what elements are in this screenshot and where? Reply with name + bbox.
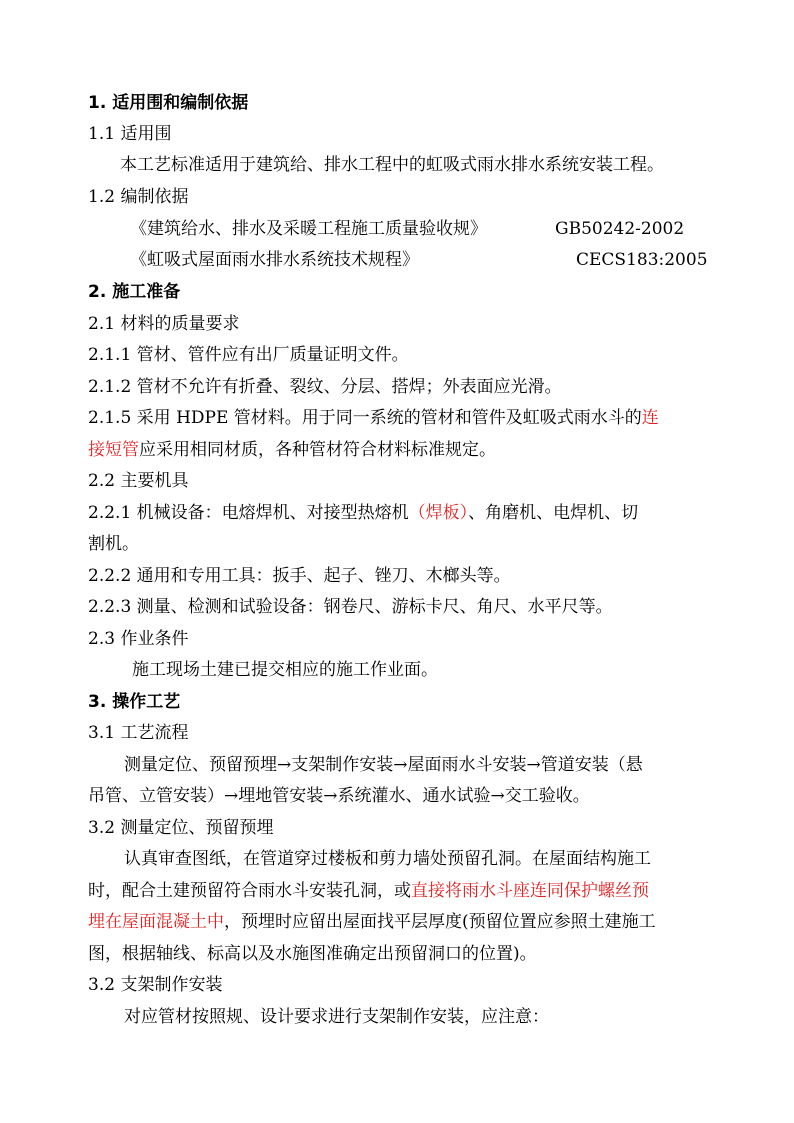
section-3-2-highlight: 直接将雨水斗座连同保护螺丝预 xyxy=(411,881,649,901)
item-2-1-5-line2 xyxy=(88,439,496,461)
item-2-2-1-highlight: （焊板） xyxy=(408,503,469,523)
section-2-3-body: 施工现场土建已提交相应的施工作业面。 xyxy=(132,660,438,680)
reference-2-name: 《虹吸式屋面雨水排水系统技术规程》 xyxy=(130,250,419,270)
section-3-heading: 3. 操作工艺 xyxy=(88,692,181,712)
item-2-2-1-line2: 割机。 xyxy=(88,534,139,554)
section-3-2-line1: 认真审查图纸，在管道穿过楼板和剪力墙处预留孔洞。在屋面结构施工 xyxy=(124,849,651,869)
section-3-2-highlight-2: 埋在屋面混凝土中 xyxy=(88,912,224,932)
section-3-2-line4: 图，根据轴线、标高以及水施图准确定出预留洞口的位置)。 xyxy=(88,944,537,964)
section-2-3-title: 2.3 作业条件 xyxy=(88,629,189,649)
section-3-1-title: 3.1 工艺流程 xyxy=(88,723,189,743)
item-2-2-1-text: 2.2.1 机械设备：电熔焊机、对接型热熔机 xyxy=(88,503,409,523)
item-2-2-2: 2.2.2 通用和专用工具：扳手、起子、锉刀、木榔头等。 xyxy=(88,566,511,586)
section-3-2-text-2: ，预埋时应留出屋面找平层厚度(预留位置应参照土建施工 xyxy=(224,912,656,932)
section-3-2-line3 xyxy=(88,911,656,933)
item-2-1-5-text: 2.1.5 采用 HDPE 管材料。用于同一系统的管材和管件及虹吸式雨水斗的 xyxy=(88,408,642,428)
item-2-1-5-highlight: 连 xyxy=(641,408,659,428)
section-3-2-text: 时，配合土建预留符合雨水斗安装孔洞，或 xyxy=(88,881,411,901)
section-1-heading: 1. 适用围和编制依据 xyxy=(88,93,249,113)
item-2-1-1: 2.1.1 管材、管件应有出厂质量证明文件。 xyxy=(88,345,409,365)
section-1-2-title: 1.2 编制依据 xyxy=(88,187,189,207)
reference-2-code: CECS183:2005 xyxy=(576,250,708,270)
section-2-2-title: 2.2 主要机具 xyxy=(88,471,189,491)
item-2-1-5-highlight-2: 接短管 xyxy=(88,440,139,460)
section-1-1-body: 本工艺标准适用于建筑给、排水工程中的虹吸式雨水排水系统安装工程。 xyxy=(120,155,664,175)
reference-1-name: 《建筑给水、排水及采暖工程施工质量验收规》 xyxy=(130,219,487,239)
section-3-2-line2 xyxy=(88,880,649,902)
item-2-2-3: 2.2.3 测量、检测和试验设备：钢卷尺、游标卡尺、角尺、水平尺等。 xyxy=(88,597,613,617)
section-2-1-title: 2.1 材料的质量要求 xyxy=(88,314,240,334)
item-2-1-5-line1 xyxy=(88,407,659,429)
item-2-1-2: 2.1.2 管材不允许有折叠、裂纹、分层、搭焊；外表面应光滑。 xyxy=(88,377,562,397)
section-3-1-line2: 吊管、立管安装）→埋地管安装→系统灌水、通水试验→交工验收。 xyxy=(88,786,590,806)
reference-1-code: GB50242-2002 xyxy=(555,219,685,239)
item-2-2-1-text-2: 、角磨机、电焊机、切 xyxy=(468,503,639,523)
section-3-2b-body: 对应管材按照规、设计要求进行支架制作安装，应注意： xyxy=(124,1007,549,1027)
section-3-1-line1: 测量定位、预留预埋→支架制作安装→屋面雨水斗安装→管道安装（悬 xyxy=(124,755,643,775)
item-2-2-1-line1 xyxy=(88,502,638,524)
section-1-1-title: 1.1 适用围 xyxy=(88,124,172,144)
section-2-heading: 2. 施工准备 xyxy=(88,282,181,302)
section-3-2-title: 3.2 测量定位、预留预埋 xyxy=(88,818,274,838)
item-2-1-5-text-2: 应采用相同材质，各种管材符合材料标准规定。 xyxy=(139,440,496,460)
section-3-2b-title: 3.2 支架制作安装 xyxy=(88,975,223,995)
